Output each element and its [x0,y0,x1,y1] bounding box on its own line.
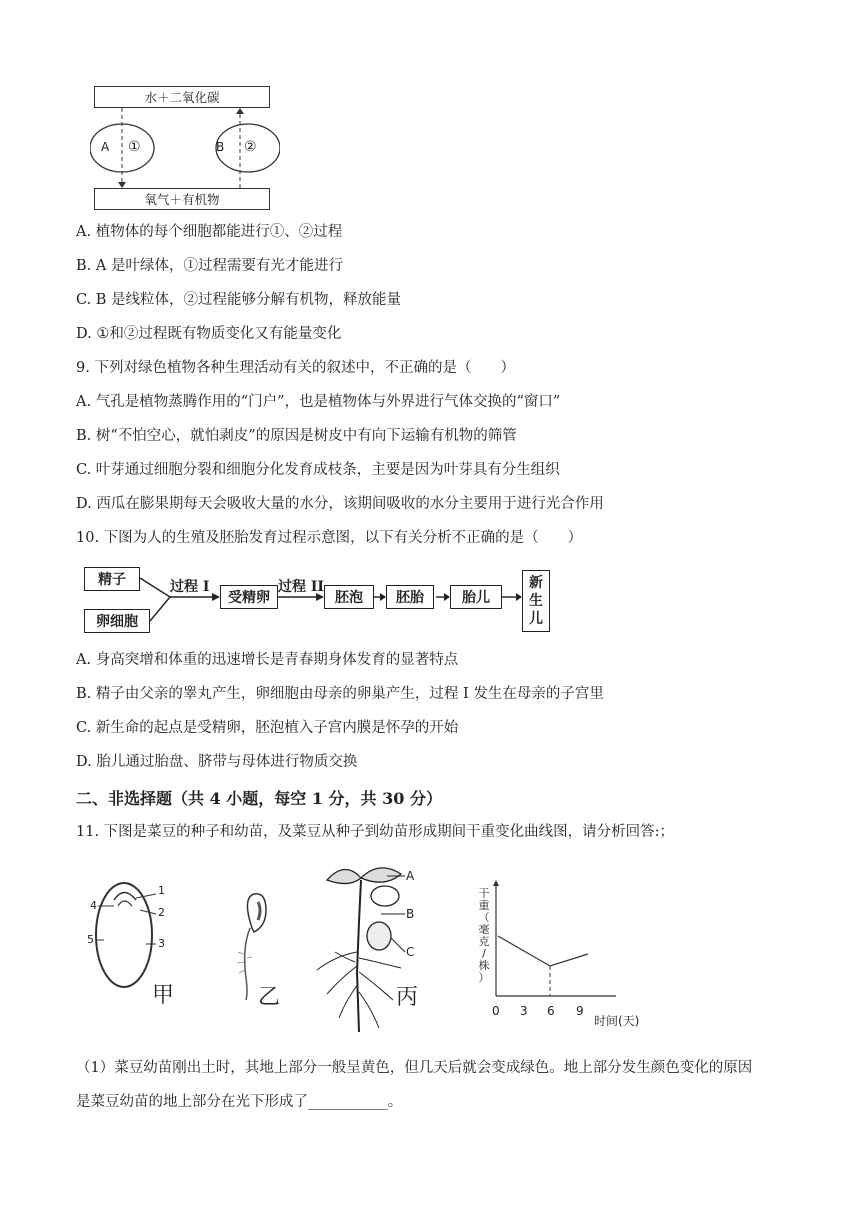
q9-option-d: D. 西瓜在膨果期每天会吸收大量的水分，该期间吸收的水分主要用于进行光合作用 [76,496,604,512]
q9-option-a: A. 气孔是植物蒸腾作用的“门户”，也是植物体与外界进行气体交换的“窗口” [76,394,561,410]
process-1-label: ① [128,139,141,155]
oxygen-organic-box: 氧气＋有机物 [94,188,270,210]
seed-part-3: 3 [158,937,165,950]
q10-option-d: D. 胎儿通过胎盘、脐带与母体进行物质交换 [76,754,358,770]
fetus-box: 胎儿 [450,585,502,609]
seed-part-4: 4 [90,899,97,912]
q10-option-a: A. 身高突增和体重的迅速增长是青春期身体发育的显著特点 [76,652,459,668]
q11-stem: 11. 下图是菜豆的种子和幼苗，及菜豆从种子到幼苗形成期间干重变化曲线图，请分析回答:； [76,824,675,840]
germinating-seed-illustration [222,888,292,1008]
graph-xlabel: 时间(天) [594,1014,640,1028]
graph-ylabel: 干 重 （ 毫 克 / 株 ） [478,887,490,984]
seedling-part-b: B [406,907,415,921]
seed-part-5: 5 [87,933,94,946]
zygote-box: 受精卵 [220,585,278,609]
q8-option-c: C. B 是线粒体，②过程能够分解有机物，释放能量 [76,292,402,308]
q10-option-b: B. 精子由父亲的睾丸产生，卵细胞由母亲的卵巢产生，过程 I 发生在母亲的子宫里 [76,686,604,702]
seed-part-1: 1 [158,884,165,897]
q9-option-b: B. 树“不怕空心，就怕剥皮”的原因是树皮中有向下运输有机物的筛管 [76,428,517,444]
label-yi: 乙 [258,985,281,1010]
q8-option-a: A. 植物体的每个细胞都能进行①、②过程 [76,224,343,240]
q9-option-c: C. 叶芽通过细胞分裂和细胞分化发育成枝条，主要是因为叶芽具有分生组织 [76,462,560,478]
q8-option-d: D. ①和②过程既有物质变化又有能量变化 [76,326,342,342]
process-2-label: ② [244,139,257,155]
seed-part-2: 2 [158,906,165,919]
process-2-label: 过程 II [278,579,324,595]
seedling-part-c: C [406,945,415,959]
q11-sub1-line2: 是菜豆幼苗的地上部分在光下形成了___________。 [76,1094,403,1110]
organelle-b-label: B [216,140,225,154]
bean-seedling-illustration [305,862,420,1042]
label-jia: 甲 [152,983,175,1008]
x-tick-0: 0 [492,1004,500,1018]
x-tick-6: 6 [547,1004,555,1018]
q11-sub1-line1: （1）菜豆幼苗刚出土时，其地上部分一般呈黄色，但几天后就会变成绿色。地上部分发生颜色变化的原因 [76,1060,753,1076]
organelle-a-label: A [101,140,110,154]
section-heading: 二、非选择题（共 4 小题，每空 1 分，共 30 分） [76,789,442,808]
blastocyst-box: 胚泡 [324,585,374,609]
embryo-box: 胚胎 [386,585,434,609]
graph-axes [490,880,620,1000]
q10-option-c: C. 新生命的起点是受精卵，胚泡植入子宫内膜是怀孕的开始 [76,720,459,736]
egg-box: 卵细胞 [84,609,150,633]
x-tick-9: 9 [576,1004,584,1018]
process-1-label: 过程 I [170,579,210,595]
newborn-box: 新 生 儿 [522,570,550,632]
x-tick-3: 3 [520,1004,528,1018]
q8-option-b: B. A 是叶绿体，①过程需要有光才能进行 [76,258,343,274]
sperm-box: 精子 [84,567,140,591]
q10-stem: 10. 下图为人的生殖及胚胎发育过程示意图，以下有关分析不正确的是（ ） [76,530,583,546]
water-co2-box: 水＋二氧化碳 [94,86,270,108]
seedling-part-a: A [406,869,415,883]
q9-stem: 9. 下列对绿色植物各种生理活动有关的叙述中，不正确的是（ ） [76,360,515,376]
label-bing: 丙 [396,985,419,1010]
